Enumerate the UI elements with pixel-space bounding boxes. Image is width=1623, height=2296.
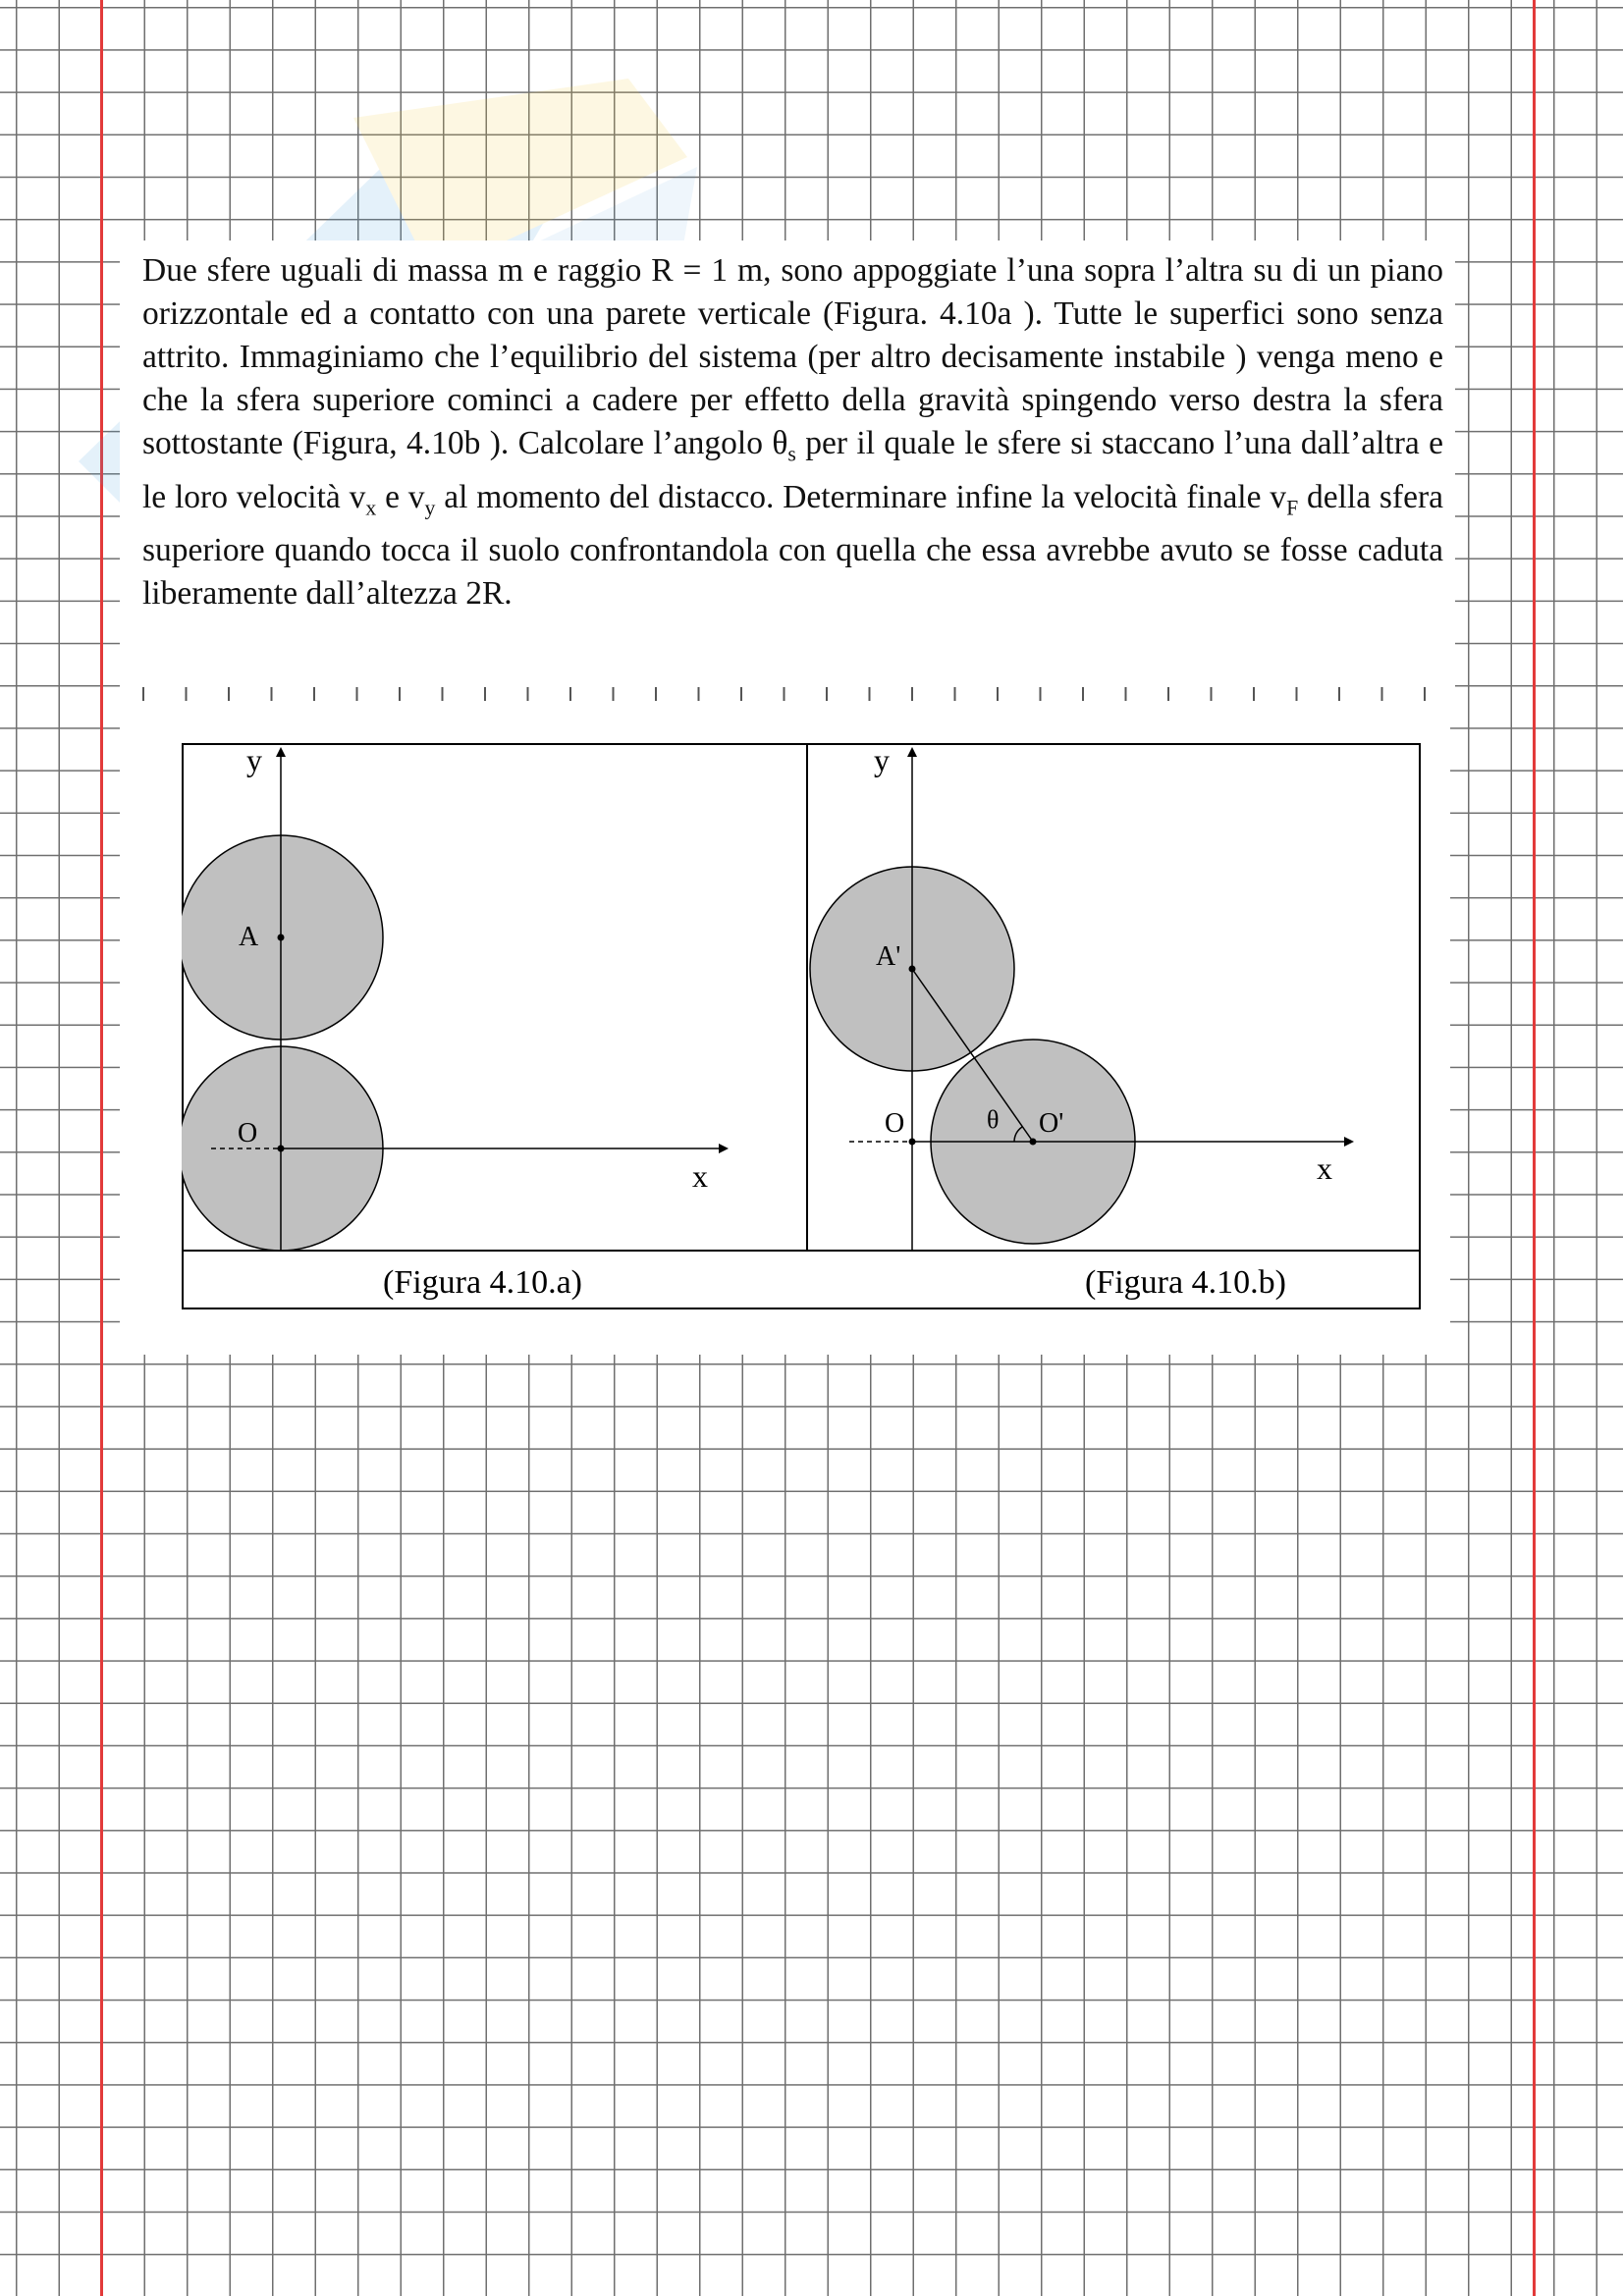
caption-b: (Figura 4.10.b) xyxy=(1085,1264,1286,1301)
center-o-prime-label: O' xyxy=(1039,1108,1064,1139)
x-label: x xyxy=(692,1158,708,1194)
origin-label: O xyxy=(885,1108,905,1139)
y-label: y xyxy=(246,743,262,777)
left-margin-line xyxy=(100,0,103,2296)
x-label: x xyxy=(1317,1150,1332,1186)
figure-frame xyxy=(183,744,1420,1308)
tick-row xyxy=(142,687,1453,701)
y-label: y xyxy=(874,743,890,777)
center-a-prime-label: A' xyxy=(876,941,901,972)
origin-label: O xyxy=(238,1118,258,1148)
center-a-prime-dot xyxy=(909,966,916,973)
center-a-dot xyxy=(278,934,285,941)
center-o-prime-dot xyxy=(1030,1139,1037,1146)
origin-dot xyxy=(909,1139,916,1146)
center-a-label: A xyxy=(239,922,259,952)
caption-a: (Figura 4.10.a) xyxy=(383,1264,583,1301)
angle-label: θ xyxy=(987,1105,1000,1134)
right-margin-line xyxy=(1533,0,1536,2296)
origin-dot xyxy=(278,1146,285,1152)
problem-text: Due sfere uguali di massa m e raggio R = 1 m, sono appoggiate l’una sopra l’altra su di un piano orizzontale ed a contatto con una parete verticale (Figura. 4.10a ). Tutte le superfici sono senza attrito. Immaginiamo che l’equilibrio del sistema (per altro decisamente instabile ) venga meno e che la sfera superiore cominci a cadere per effetto della gravità spingendo verso destra la sfera sottostante (Figura, 4.10b ). Calcolare l’angolo $\theta_s$ per il quale le sfere si staccano l’una dall’altra e le loro velocità $v_x$ e $v_y$ al momento del distacco. Determinare infine la velocità finale $v_F$ della sfera superiore quando tocca il suolo confrontandola con quella che essa avrebbe avuto se fosse caduta liberamente dall’altezza 2R. xyxy=(142,252,1443,613)
figure-4-10 xyxy=(182,743,1421,1309)
